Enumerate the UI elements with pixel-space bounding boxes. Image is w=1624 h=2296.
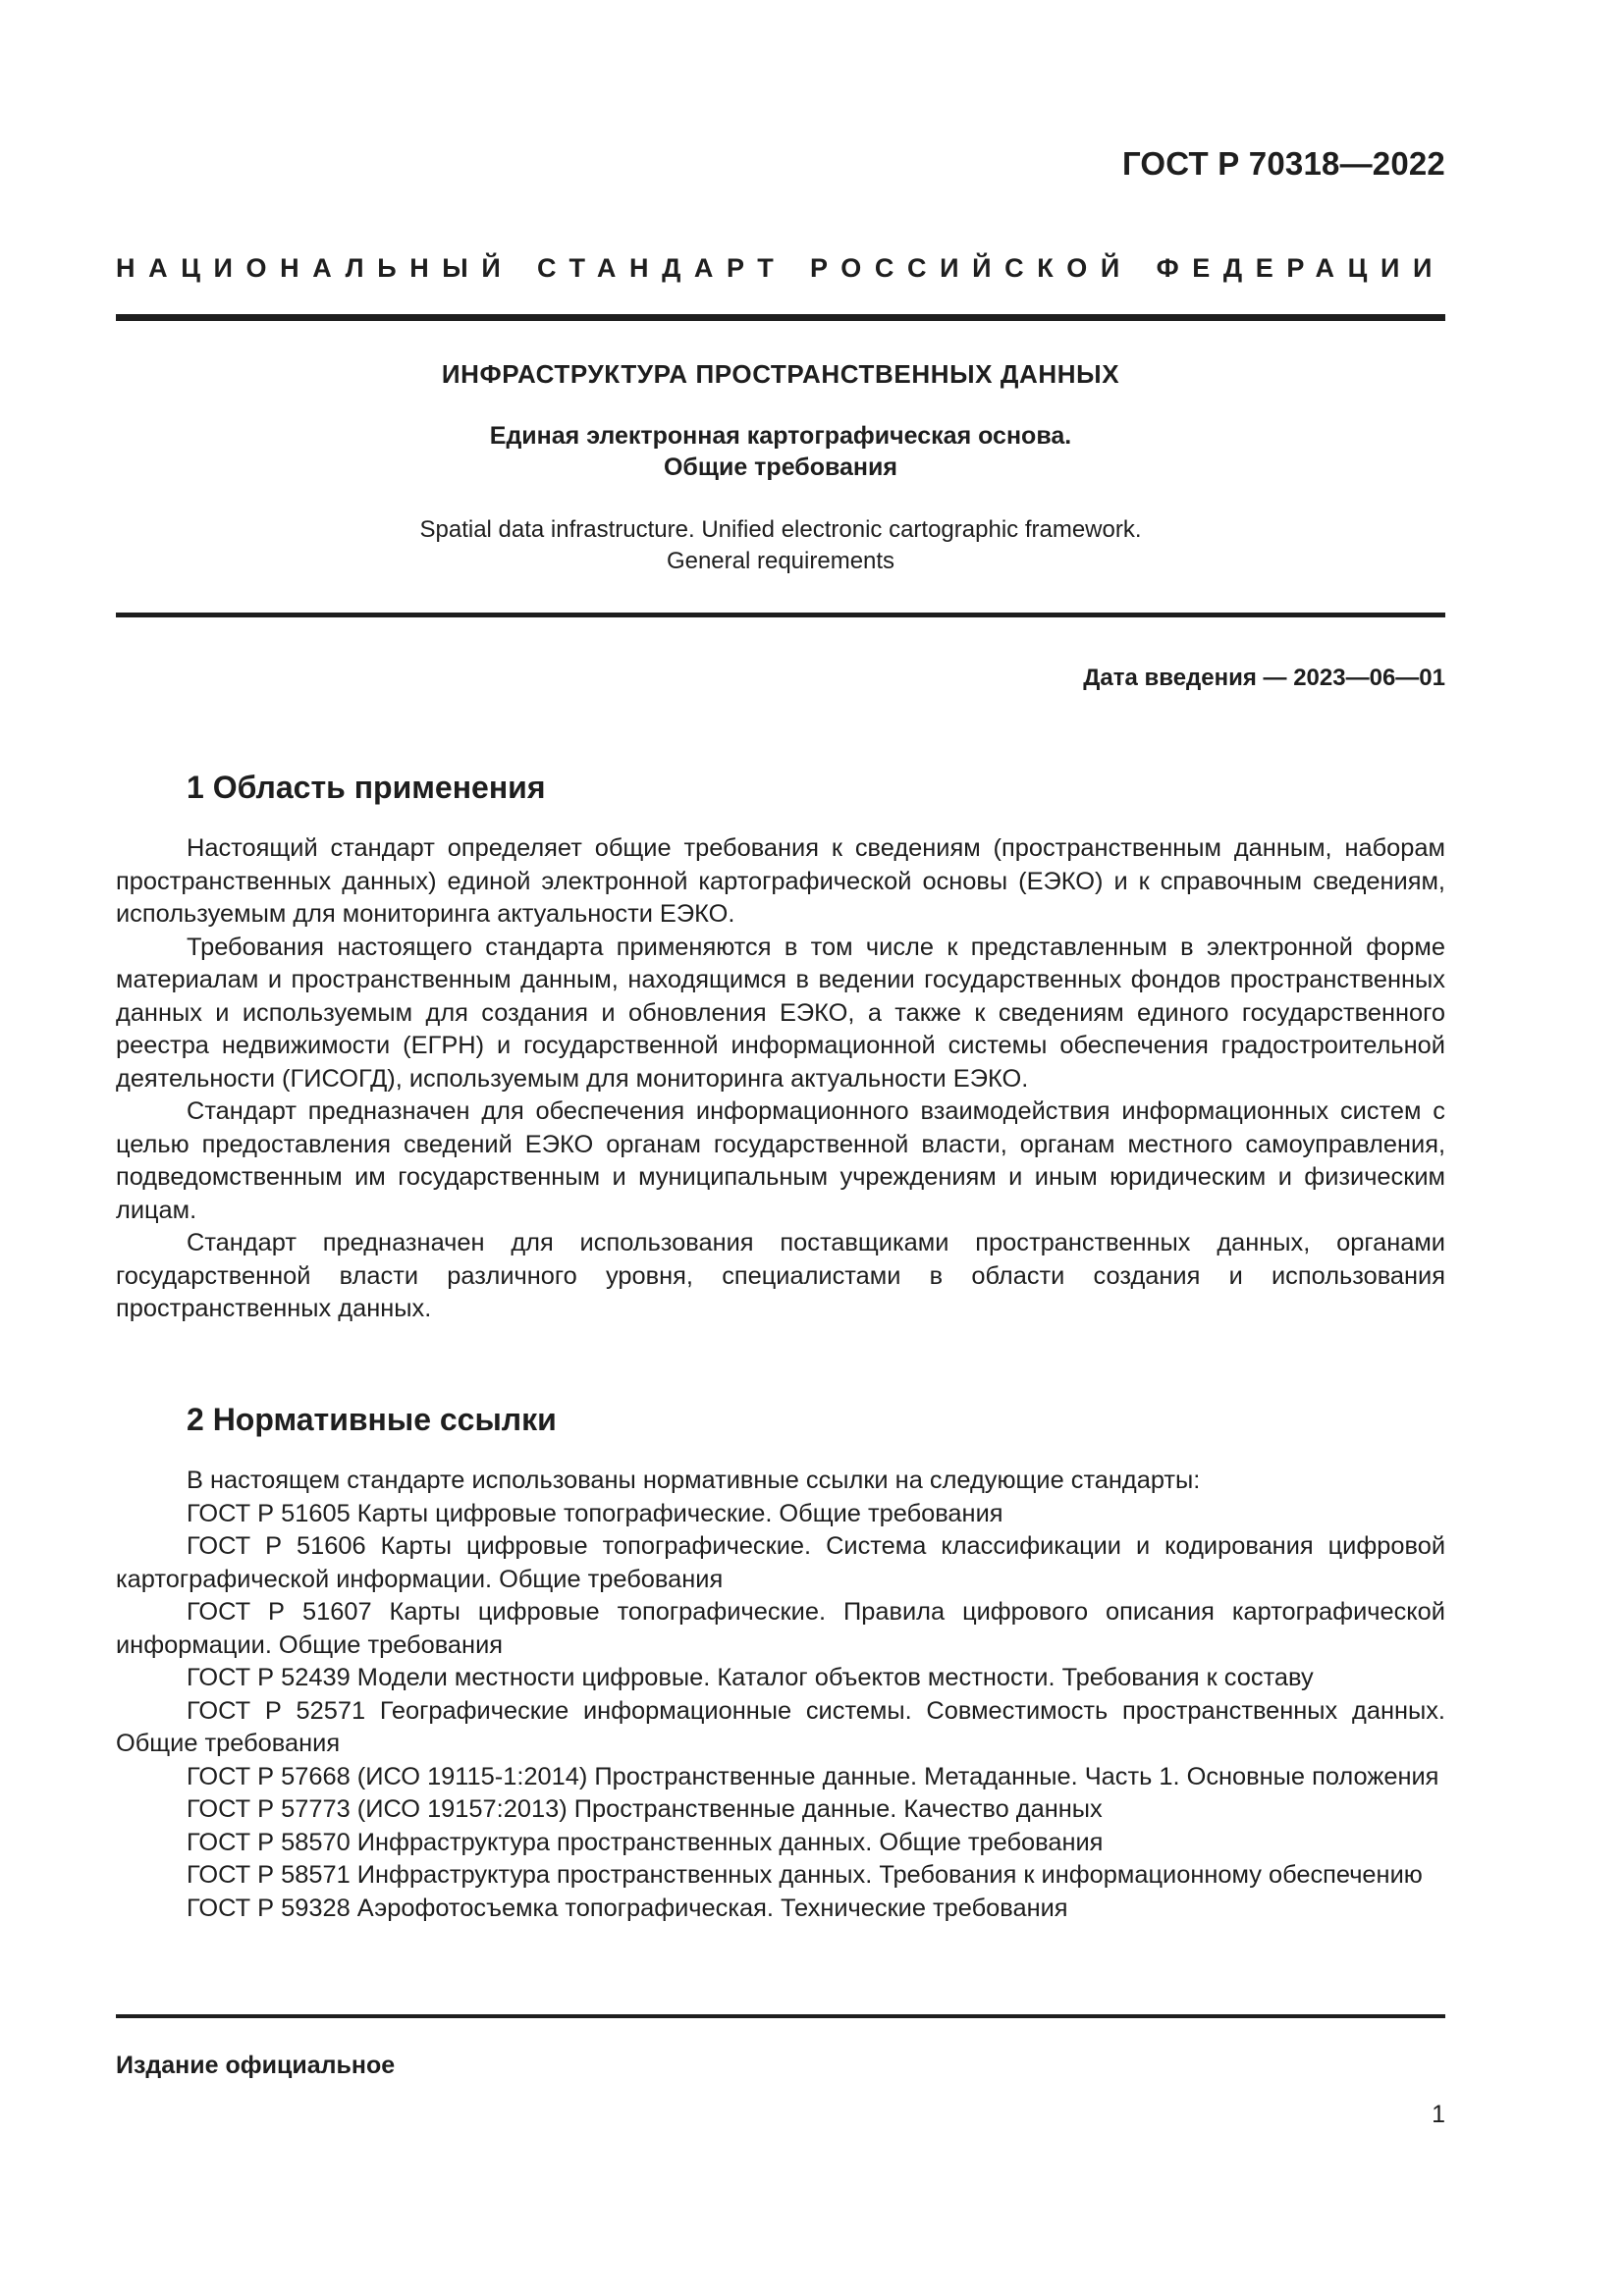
national-standard-banner: НАЦИОНАЛЬНЫЙ СТАНДАРТ РОССИЙСКОЙ ФЕДЕРАЦИИ bbox=[116, 253, 1445, 283]
paragraph: В настоящем стандарте использованы нормативные ссылки на следующие стандарты: bbox=[187, 1467, 1201, 1494]
reference-item: ГОСТ Р 52571 Географические информационные системы. Совместимость пространственных данных. Общие требования bbox=[116, 1696, 1445, 1757]
reference-item: ГОСТ Р 52439 Модели местности цифровые. Каталог объектов местности. Требования к составу bbox=[187, 1664, 1314, 1691]
english-title bbox=[116, 514, 1445, 577]
paragraph: Требования настоящего стандарта применяются в том числе к представленным в электронной форме материалам и пространственным данным, находящимся в ведении государственных фондов пространственных данных и используемым для создания и обновления ЕЭКО, а также к сведениям единого государственного реестра недвижимости (ЕГРН) и государственной информационной системы обеспечения градостроительной деятельности (ГИСОГД), используемым для мониторинга актуальности ЕЭКО. bbox=[116, 933, 1445, 1093]
document-subtitle bbox=[116, 420, 1445, 483]
reference-item: ГОСТ Р 58571 Инфраструктура пространственных данных. Требования к информационному обеспечению bbox=[187, 1861, 1423, 1889]
section-2-body bbox=[116, 1465, 1445, 1925]
reference-item: ГОСТ Р 57668 (ИСО 19115-1:2014) Пространственные данные. Метаданные. Часть 1. Основные положения bbox=[187, 1762, 1439, 1790]
english-title-line-2: General requirements bbox=[666, 548, 895, 574]
edition-label: Издание официальное bbox=[116, 2052, 396, 2079]
section-1-heading: 1 Область применения bbox=[187, 770, 546, 805]
english-title-line-1: Spatial data infrastructure. Unified electronic cartographic framework. bbox=[419, 516, 1142, 543]
introduction-date: Дата введения — 2023—06—01 bbox=[1083, 665, 1445, 691]
reference-item: ГОСТ Р 58570 Инфраструктура пространственных данных. Общие требования bbox=[187, 1828, 1104, 1856]
title-divider bbox=[116, 613, 1445, 617]
subtitle-line-2: Общие требования bbox=[663, 454, 897, 481]
reference-item: ГОСТ Р 57773 (ИСО 19157:2013) Пространственные данные. Качество данных bbox=[187, 1795, 1103, 1823]
section-2-heading: 2 Нормативные ссылки bbox=[187, 1402, 557, 1437]
standard-designation: ГОСТ Р 70318—2022 bbox=[1121, 145, 1445, 182]
reference-item: ГОСТ Р 51606 Карты цифровые топографические. Система классификации и кодирования цифровой картографической информации. Общие требования bbox=[116, 1532, 1445, 1593]
section-1-body bbox=[116, 832, 1445, 1326]
top-divider bbox=[116, 314, 1445, 321]
subtitle-line-1: Единая электронная картографическая основа. bbox=[489, 422, 1072, 450]
paragraph: Стандарт предназначен для использования поставщиками пространственных данных, органами государственной власти различного уровня, специалистами в области создания и использования пространственных данных. bbox=[116, 1229, 1445, 1322]
reference-item: ГОСТ Р 51607 Карты цифровые топографические. Правила цифрового описания картографической информации. Общие требования bbox=[116, 1598, 1445, 1659]
page-number: 1 bbox=[1432, 2101, 1445, 2128]
footer-divider bbox=[116, 2014, 1445, 2018]
reference-item: ГОСТ Р 59328 Аэрофотосъемка топографическая. Технические требования bbox=[187, 1894, 1068, 1922]
paragraph: Стандарт предназначен для обеспечения информационного взаимодействия информационных систем с целью предоставления сведений ЕЭКО органам государственной власти, органам местного самоуправления, подведомственным им государственным и муниципальным учреждениям и иным юридическим и физическим лицам. bbox=[116, 1097, 1445, 1224]
document-title: ИНФРАСТРУКТУРА ПРОСТРАНСТВЕННЫХ ДАННЫХ bbox=[441, 359, 1120, 389]
paragraph: Настоящий стандарт определяет общие требования к сведениям (пространственным данным, наборам пространственных данных) единой электронной картографической основы (ЕЭКО) и к справочным сведениям, используемым для мониторинга актуальности ЕЭКО. bbox=[116, 834, 1445, 928]
reference-item: ГОСТ Р 51605 Карты цифровые топографические. Общие требования bbox=[187, 1499, 1003, 1527]
